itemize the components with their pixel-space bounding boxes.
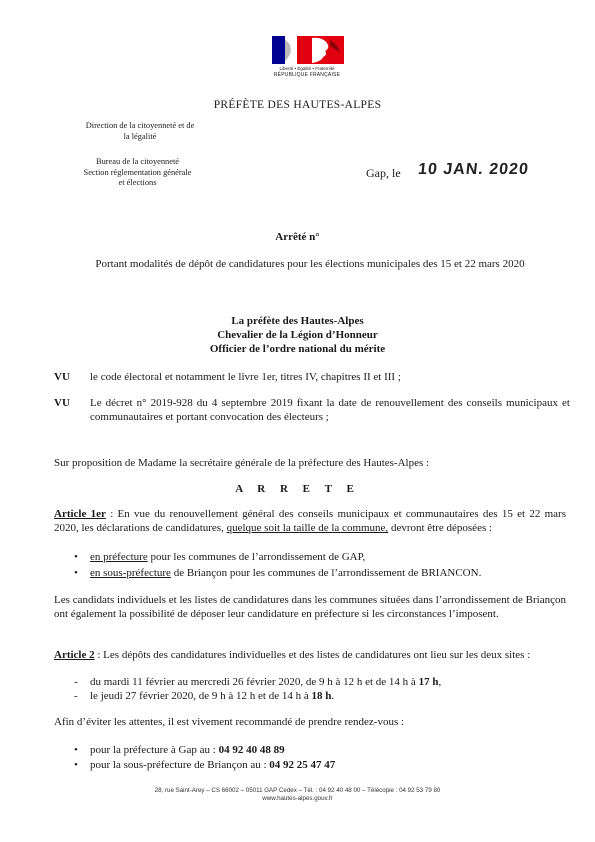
article-1-text-end: devront être déposées : (388, 522, 493, 535)
footer-address: 28, rue Saint-Arey – CS 66002 – 05011 GAP Cedex – Tél. : 04 92 40 48 00 – Télécopie : 04 92 53 79 80 (154, 787, 441, 794)
logo-republic-name: RÉPUBLIQUE FRANÇAISE (273, 72, 341, 78)
prefecture-title: PRÉFÈTE DES HAUTES-ALPES (213, 99, 382, 111)
authority-line: Officier de l’ordre national du mérite (209, 342, 386, 355)
tricolor-flag-icon (272, 36, 310, 64)
footer-website: www.hautes-alpes.gouv.fr (262, 795, 333, 803)
arrete-subject: Portant modalités de dépôt de candidatures pour les élections municipales des 15 et 22 mars 2020 (95, 258, 525, 270)
bullet-icon: • (74, 759, 78, 771)
bureau-block (40, 157, 235, 189)
visa-text: Le décret n° 2019-928 du 4 septembre 2019 fixant la date de renouvellement des conseils municipaux et communautaires et portant convocation des électeurs ; (90, 397, 570, 424)
list-item-underlined: en préfecture (90, 551, 148, 563)
article-2-text: : Les dépôts des candidatures individuelles et des listes de candidatures ont lieu sur les deux sites : (94, 649, 531, 661)
visa-label: VU (54, 371, 70, 383)
phone-number: 04 92 40 48 89 (218, 744, 285, 756)
bureau-line: Section réglementation générale (83, 167, 192, 177)
dash-icon: - (74, 676, 78, 688)
list-item-text: de Briançon pour les communes de l’arrondissement de BRIANCON. (170, 567, 482, 579)
bullet-icon: • (74, 567, 78, 579)
article-2-label: Article 2 (54, 649, 95, 661)
direction-line: Direction de la citoyenneté et de (85, 121, 195, 130)
phone-label: pour la sous-préfecture de Briançon au : (90, 759, 270, 771)
bureau-line: et élections (118, 178, 157, 187)
logo-motto: Liberté • Égalité • Fraternité (279, 66, 335, 71)
list-item-underlined: en sous-préfecture (90, 567, 171, 579)
marianne-profile-icon (310, 36, 344, 64)
article-2 (54, 648, 566, 662)
date-end: . (331, 690, 335, 702)
date-hour: 18 h (311, 690, 332, 702)
phone-number: 04 92 25 47 47 (269, 759, 336, 771)
date-hour: 17 h (418, 676, 439, 688)
article-1-label: Article 1er (54, 508, 106, 520)
bullet-icon: • (74, 551, 78, 563)
authority-block (0, 315, 595, 356)
list-item-text: pour les communes de l’arrondissement de GAP, (147, 551, 366, 563)
article-1 (54, 507, 566, 536)
direction-line: la légalité (123, 131, 157, 141)
dash-icon: - (74, 690, 78, 702)
authority-line: La préfète des Hautes-Alpes (231, 315, 364, 327)
authority-line: Chevalier de la Légion d’Honneur (217, 328, 378, 341)
visa-label: VU (54, 397, 70, 409)
bureau-line: Bureau de la citoyenneté (95, 157, 179, 166)
proposition-paragraph: Sur proposition de Madame la secrétaire générale de la préfecture des Hautes-Alpes : (54, 457, 430, 469)
phone-label: pour la préfecture à Gap au : (90, 744, 219, 756)
arrete-number: Arrêté n° (275, 231, 320, 243)
visa-text: le code électoral et notamment le livre 1er, titres IV, chapitres II et III ; (90, 371, 401, 383)
place-date-label: Gap, le (366, 166, 401, 180)
date-text: du mardi 11 février au mercredi 26 février 2020, de 9 h à 12 h et de 14 h à (90, 676, 419, 688)
article-1-underlined: quelque soit la taille de la commune, (226, 522, 389, 535)
date-end: , (438, 676, 442, 688)
date-stamp: 10 JAN. 2020 (417, 161, 530, 178)
article-1-text: : En vue du renouvellement général des conseils municipaux et communautaires des 15 et 22 mars 2020, les déclarations de candidatures, (54, 508, 566, 535)
direction-block (55, 121, 225, 142)
appointment-paragraph: Afin d’éviter les attentes, il est vivement recommandé de prendre rendez-vous : (54, 716, 405, 728)
page-footer (0, 787, 595, 804)
date-text: le jeudi 27 février 2020, de 9 h à 12 h et de 14 h à (90, 690, 312, 702)
candidats-paragraph: Les candidats individuels et les listes de candidatures dans les communes situées dans l’arrondissement de Briançon ont également la possibilité de déposer leur candidature en préfecture si les circonstances l’imposent. (54, 594, 566, 621)
marianne-logo (262, 36, 352, 82)
bullet-icon: • (74, 744, 78, 756)
decision-heading: A R R E T E (235, 483, 360, 495)
